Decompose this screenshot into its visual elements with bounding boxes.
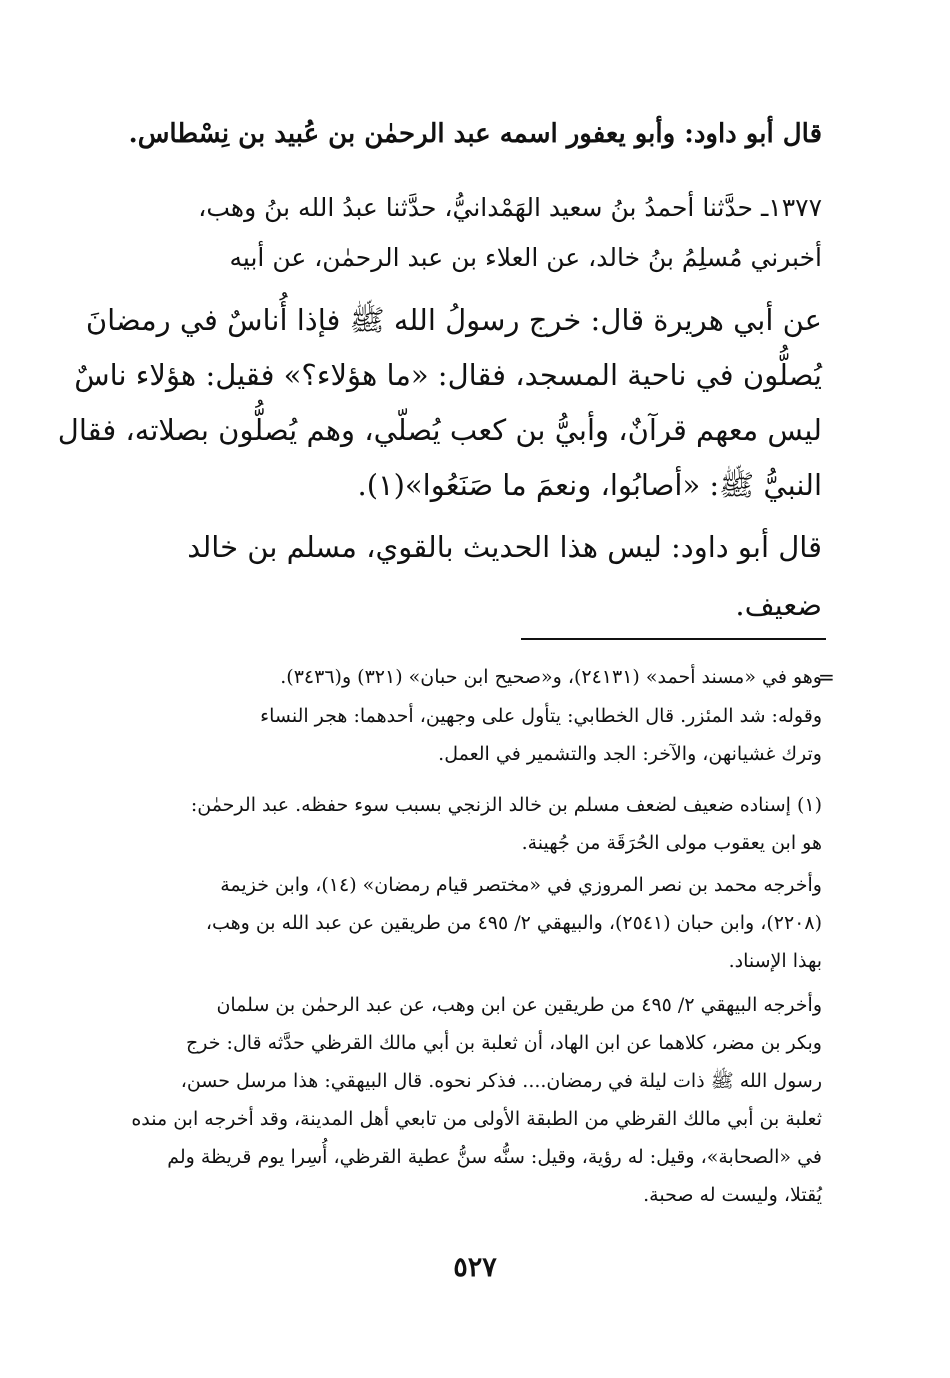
footnote-mursal bbox=[131, 986, 822, 1214]
footnote-takhrij bbox=[136, 866, 822, 980]
text-line: قال أبو داود: ليس هذا الحديث بالقوي، مسلم بن خالد bbox=[187, 530, 822, 564]
text-line: (٢٢٠٨)، وابن حبان (٢٥٤١)، والبيهقي ٢/ ٤٩٥ من طريقين عن عبد الله بن وهب، bbox=[205, 912, 822, 934]
hadith-isnad bbox=[136, 183, 822, 283]
text-line: عن أبي هريرة قال: خرج رسولُ الله ﷺ فإذا أُناسٌ في رمضانَ bbox=[85, 303, 822, 337]
continuation-mark: = bbox=[818, 665, 835, 689]
text-line: بهذا الإسناد. bbox=[728, 950, 822, 972]
narration-note bbox=[128, 112, 822, 156]
text-line: وترك غشيانهن، والآخر: الجد والتشمير في العمل. bbox=[438, 743, 822, 765]
text-line: ١٣٧٧ـ حدَّثنا أحمدُ بنُ سعيد الهَمْدانيُّ، حدَّثنا عبدُ الله بنُ وهب، bbox=[198, 193, 822, 222]
text-line: في «الصحابة»، وقيل: له رؤية، وقيل: سنُّه سنُّ عطية القرظي، أُسِرا يوم قريظة ولم bbox=[167, 1146, 822, 1168]
text-line: وقوله: شد المئزر. قال الخطابي: يتأول على وجهين، أحدهما: هجر النساء bbox=[260, 705, 822, 727]
footnote-divider bbox=[521, 638, 826, 640]
footnote-izar bbox=[136, 697, 822, 773]
text-line: رسول الله ﷺ ذات ليلة في رمضان.... فذكر نحوه. قال البيهقي: هذا مرسل حسن، bbox=[180, 1070, 822, 1092]
text-line: وأخرجه محمد بن نصر المروزي في «مختصر قيام رمضان» (١٤)، وابن خزيمة bbox=[220, 874, 822, 896]
text-line: وهو في «مسند أحمد» (٢٤١٣١)، و«صحيح ابن حبان» (٣٢١) و(٣٤٣٦). bbox=[280, 666, 822, 688]
text-line: قال أبو داود: وأبو يعفور اسمه عبد الرحمٰن بن عُبيد بن نِسْطاس. bbox=[128, 119, 822, 149]
text-line: وأخرجه البيهقي ٢/ ٤٩٥ من طريقين عن ابن وهب، عن عبد الرحمٰن بن سلمان bbox=[216, 994, 822, 1016]
hadith-matn bbox=[57, 293, 822, 513]
text-line: ضعيف. bbox=[735, 588, 822, 622]
text-line: يُصلُّون في ناحية المسجد، فقال: «ما هؤلاء؟» فقيل: هؤلاء ناسٌ bbox=[74, 358, 822, 392]
text-line: النبيُّ ﷺ: «أصابُوا، ونعمَ ما صَنَعُوا»(١). bbox=[357, 468, 822, 502]
text-line: ثعلبة بن أبي مالك القرظي من الطبقة الأولى من تابعي أهل المدينة، وقد أخرجه ابن منده bbox=[131, 1108, 822, 1130]
text-line: ليس معهم قرآنٌ، وأبيُّ بن كعب يُصلّي، وهم يُصلُّون بصلاته، فقال bbox=[57, 413, 822, 447]
footnote-1 bbox=[136, 786, 822, 862]
text-line: (١) إسناده ضعيف لضعف مسلم بن خالد الزنجي بسبب سوء حفظه. عبد الرحمٰن: bbox=[190, 794, 822, 816]
text-line: يُقتلا، وليست له صحبة. bbox=[643, 1184, 822, 1206]
text-line: أخبرني مُسلِمُ بنُ خالد، عن العلاء بن عبد الرحمٰن، عن أبيه bbox=[229, 243, 822, 272]
footnote-continued bbox=[136, 658, 822, 696]
text-line: هو ابن يعقوب مولى الحُرَقَة من جُهينة. bbox=[521, 832, 822, 854]
page-number: ٥٢٧ bbox=[453, 1252, 497, 1283]
author-comment bbox=[136, 518, 822, 634]
text-line: وبكر بن مضر، كلاهما عن ابن الهاد، أن ثعلبة بن أبي مالك القرظي حدَّثه قال: خرج bbox=[186, 1032, 822, 1054]
